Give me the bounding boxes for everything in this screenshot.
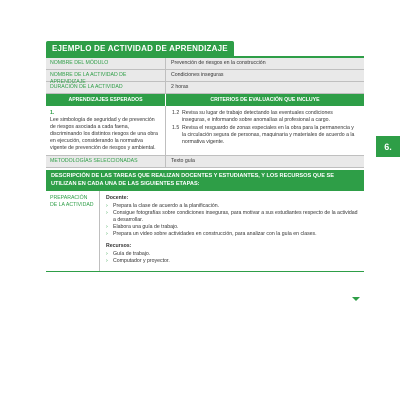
list-item (106, 210, 358, 224)
list-item (106, 231, 358, 238)
methodology-label: METODOLOGÍAS SELECCIONADAS (50, 158, 138, 164)
info-label: NOMBRE DE LA ACTIVIDAD DE APRENDIZAJE (50, 72, 127, 85)
info-row-duration (46, 82, 364, 94)
bullet-chevron-icon: › (106, 203, 108, 209)
recursos-title: Recursos: (106, 243, 132, 249)
list-item-text: Elabora una guía de trabajo. (113, 224, 179, 230)
continue-arrow-icon (352, 297, 360, 301)
learning-text: Lee simbología de seguridad y de prevención de riesgos asociada a cada faena, discriminando los distintos riesgos de una obra en ejecución, considerando la normativa vigente de prevención de riesgos y ambiental. (50, 117, 158, 151)
criterion-number: 1.5 (172, 125, 180, 131)
bullet-chevron-icon: › (106, 258, 108, 264)
bullet-chevron-icon: › (106, 210, 108, 216)
criterion-text: Revisa el resguardo de zonas especiales en la obra para la permanencia y la circulación segura de personas, maquinaria y materiales de acuerdo a la normativa vigente. (182, 125, 355, 145)
info-value: 2 horas (165, 82, 364, 93)
learning-number: 1. (50, 110, 55, 116)
bullet-chevron-icon: › (106, 231, 108, 237)
info-label: NOMBRE DEL MÓDULO (50, 60, 109, 66)
list-item (106, 251, 358, 258)
list-item-text: Prepara un video sobre actividades en construcción, para analizar con la guía en clases. (113, 231, 317, 237)
list-item-text: Prepara la clase de acuerdo a la planificación. (113, 203, 220, 209)
list-item (106, 224, 358, 231)
info-row-activity-name (46, 70, 364, 85)
activity-preparation-row (46, 191, 364, 272)
criteria-list (165, 106, 364, 155)
activity-details (100, 191, 364, 271)
activity-stage-label: PREPARACIÓN DE LA ACTIVIDAD (46, 191, 100, 271)
sheet-title: EJEMPLO DE ACTIVIDAD DE APRENDIZAJE (46, 41, 234, 56)
learning-outcome (46, 106, 165, 155)
chapter-tab: 6. (376, 136, 400, 157)
info-value: Condiciones inseguras (165, 70, 364, 81)
criterion-text: Revisa su lugar de trabajo detectando las eventuales condiciones inseguras, e informando sobre anomalías al profesional a cargo. (182, 110, 333, 123)
list-item (106, 203, 358, 210)
header-learning: APRENDIZAJES ESPERADOS (68, 97, 143, 103)
activity-sheet (46, 38, 364, 272)
docente-title: Docente: (106, 195, 129, 201)
list-item-text: Computador y proyector. (113, 258, 170, 264)
methodology-value: Texto guía (165, 156, 364, 167)
criterion-number: 1.2 (172, 110, 180, 116)
info-value: Prevención de riesgos en la construcción (165, 58, 364, 69)
learning-row (46, 106, 364, 156)
bullet-chevron-icon: › (106, 251, 108, 257)
bullet-chevron-icon: › (106, 224, 108, 230)
criterion-item (172, 125, 358, 146)
list-item (106, 258, 358, 265)
tasks-banner: DESCRIPCIÓN DE LAS TAREAS QUE REALIZAN DOCENTES Y ESTUDIANTES, Y LOS RECURSOS QUE SE UTILIZAN EN CADA UNA DE LAS SIGUIENTES ETAPAS: (46, 170, 364, 191)
list-item-text: Consigue fotografías sobre condiciones inseguras, para motivar a sus estudiantes respecto de la actividad a desarrollar. (113, 210, 358, 223)
criterion-item (172, 110, 358, 124)
header-criteria: CRITERIOS DE EVALUACIÓN QUE INCLUYE (165, 94, 364, 106)
info-row-module (46, 58, 364, 70)
info-label: DURACIÓN DE LA ACTIVIDAD (50, 84, 123, 90)
table-header (46, 94, 364, 106)
list-item-text: Guía de trabajo. (113, 251, 151, 257)
methodology-row (46, 156, 364, 168)
